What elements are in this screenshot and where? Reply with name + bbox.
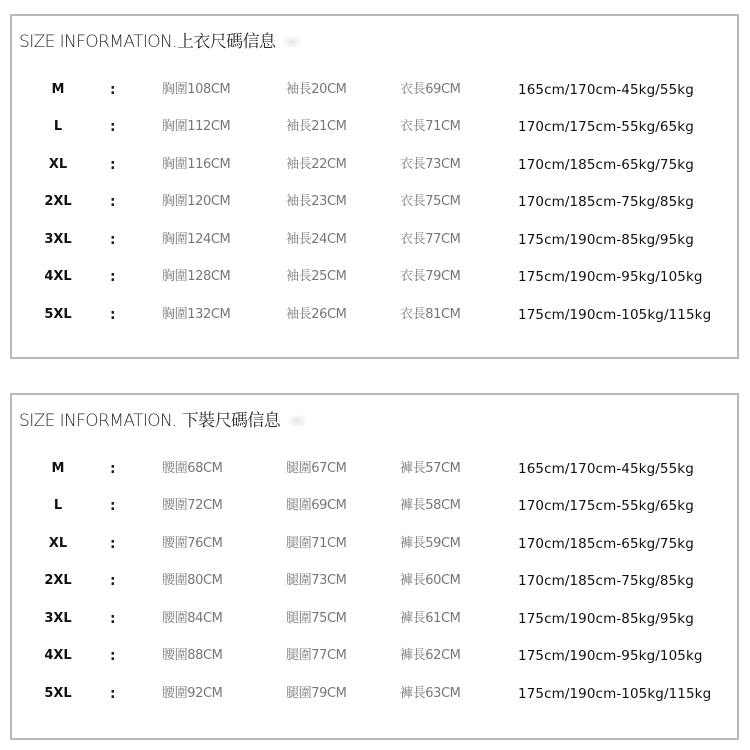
fit-recommendation: 170cm/185cm-75kg/85kg: [518, 573, 694, 589]
row-colon: :: [110, 157, 116, 173]
waist-measure: 腰圍68CM: [162, 461, 223, 476]
sleeve-measure: 袖長23CM: [286, 194, 347, 209]
pants-length-measure: 褲長59CM: [400, 536, 461, 551]
size-label: L: [53, 498, 63, 513]
length-measure: 衣長75CM: [400, 194, 461, 209]
size-label: 5XL: [44, 307, 72, 322]
fit-recommendation: 170cm/185cm-65kg/75kg: [518, 536, 694, 552]
row-colon: :: [110, 461, 116, 477]
size-label: 4XL: [44, 648, 72, 663]
fit-recommendation: 175cm/190cm-95kg/105kg: [518, 269, 703, 285]
tops-row-3xl: [12, 230, 737, 250]
heading-smudge: [281, 35, 303, 49]
tops-row-5xl: [12, 305, 737, 325]
thigh-measure: 腿圍69CM: [286, 498, 347, 513]
size-label: XL: [48, 157, 68, 172]
thigh-measure: 腿圍79CM: [286, 686, 347, 701]
chest-measure: 胸圍132CM: [162, 307, 231, 322]
length-measure: 衣長81CM: [400, 307, 461, 322]
thigh-measure: 腿圍75CM: [286, 611, 347, 626]
tops-size-panel: [10, 14, 739, 359]
length-measure: 衣長69CM: [400, 82, 461, 97]
bottoms-size-heading: [19, 406, 308, 431]
row-colon: :: [110, 232, 116, 248]
row-colon: :: [110, 498, 116, 514]
row-colon: :: [110, 686, 116, 702]
fit-recommendation: 175cm/190cm-85kg/95kg: [518, 232, 694, 248]
length-measure: 衣長71CM: [400, 119, 461, 134]
sleeve-measure: 袖長21CM: [286, 119, 347, 134]
fit-recommendation: 165cm/170cm-45kg/55kg: [518, 82, 694, 98]
thigh-measure: 腿圍71CM: [286, 536, 347, 551]
fit-recommendation: 175cm/190cm-95kg/105kg: [518, 648, 703, 664]
size-label: 5XL: [44, 686, 72, 701]
fit-recommendation: 170cm/175cm-55kg/65kg: [518, 498, 694, 514]
tops-heading-text: SIZE INFORMATION.上衣尺碼信息: [19, 32, 276, 52]
pants-length-measure: 褲長63CM: [400, 686, 461, 701]
pants-length-measure: 褲長60CM: [400, 573, 461, 588]
waist-measure: 腰圍72CM: [162, 498, 223, 513]
size-label: 2XL: [44, 194, 72, 209]
size-label: 2XL: [44, 573, 72, 588]
tops-size-heading: [19, 27, 303, 52]
pants-length-measure: 褲長62CM: [400, 648, 461, 663]
bottoms-row-2xl: [12, 571, 737, 591]
size-label: XL: [48, 536, 68, 551]
fit-recommendation: 175cm/190cm-85kg/95kg: [518, 611, 694, 627]
row-colon: :: [110, 194, 116, 210]
row-colon: :: [110, 536, 116, 552]
tops-row-xl: [12, 155, 737, 175]
length-measure: 衣長79CM: [400, 269, 461, 284]
thigh-measure: 腿圍73CM: [286, 573, 347, 588]
length-measure: 衣長73CM: [400, 157, 461, 172]
thigh-measure: 腿圍77CM: [286, 648, 347, 663]
pants-length-measure: 褲長61CM: [400, 611, 461, 626]
sleeve-measure: 袖長22CM: [286, 157, 347, 172]
tops-row-2xl: [12, 192, 737, 212]
row-colon: :: [110, 573, 116, 589]
bottoms-row-xl: [12, 534, 737, 554]
waist-measure: 腰圍84CM: [162, 611, 223, 626]
bottoms-heading-text: SIZE INFORMATION. 下裝尺碼信息: [19, 411, 281, 431]
sleeve-measure: 袖長25CM: [286, 269, 347, 284]
fit-recommendation: 175cm/190cm-105kg/115kg: [518, 307, 712, 323]
waist-measure: 腰圍80CM: [162, 573, 223, 588]
fit-recommendation: 175cm/190cm-105kg/115kg: [518, 686, 712, 702]
length-measure: 衣長77CM: [400, 232, 461, 247]
row-colon: :: [110, 307, 116, 323]
size-label: L: [53, 119, 63, 134]
chest-measure: 胸圍124CM: [162, 232, 231, 247]
sleeve-measure: 袖長20CM: [286, 82, 347, 97]
chest-measure: 胸圍116CM: [162, 157, 231, 172]
size-label: 3XL: [44, 611, 72, 626]
fit-recommendation: 170cm/175cm-55kg/65kg: [518, 119, 694, 135]
chest-measure: 胸圍128CM: [162, 269, 231, 284]
chest-measure: 胸圍112CM: [162, 119, 231, 134]
size-label: 4XL: [44, 269, 72, 284]
size-label: 3XL: [44, 232, 72, 247]
size-label: M: [51, 461, 65, 476]
thigh-measure: 腿圍67CM: [286, 461, 347, 476]
chest-measure: 胸圍108CM: [162, 82, 231, 97]
row-colon: :: [110, 269, 116, 285]
bottoms-row-4xl: [12, 646, 737, 666]
chest-measure: 胸圍120CM: [162, 194, 231, 209]
tops-row-m: [12, 80, 737, 100]
heading-smudge: [286, 414, 308, 428]
waist-measure: 腰圍92CM: [162, 686, 223, 701]
bottoms-row-m: [12, 459, 737, 479]
fit-recommendation: 165cm/170cm-45kg/55kg: [518, 461, 694, 477]
row-colon: :: [110, 611, 116, 627]
row-colon: :: [110, 119, 116, 135]
bottoms-row-3xl: [12, 609, 737, 629]
bottoms-row-5xl: [12, 684, 737, 704]
bottoms-size-panel: [10, 393, 739, 740]
pants-length-measure: 褲長58CM: [400, 498, 461, 513]
row-colon: :: [110, 82, 116, 98]
waist-measure: 腰圍88CM: [162, 648, 223, 663]
size-label: M: [51, 82, 65, 97]
waist-measure: 腰圍76CM: [162, 536, 223, 551]
pants-length-measure: 褲長57CM: [400, 461, 461, 476]
fit-recommendation: 170cm/185cm-75kg/85kg: [518, 194, 694, 210]
bottoms-row-l: [12, 496, 737, 516]
sleeve-measure: 袖長26CM: [286, 307, 347, 322]
sleeve-measure: 袖長24CM: [286, 232, 347, 247]
tops-row-4xl: [12, 267, 737, 287]
row-colon: :: [110, 648, 116, 664]
tops-row-l: [12, 117, 737, 137]
fit-recommendation: 170cm/185cm-65kg/75kg: [518, 157, 694, 173]
